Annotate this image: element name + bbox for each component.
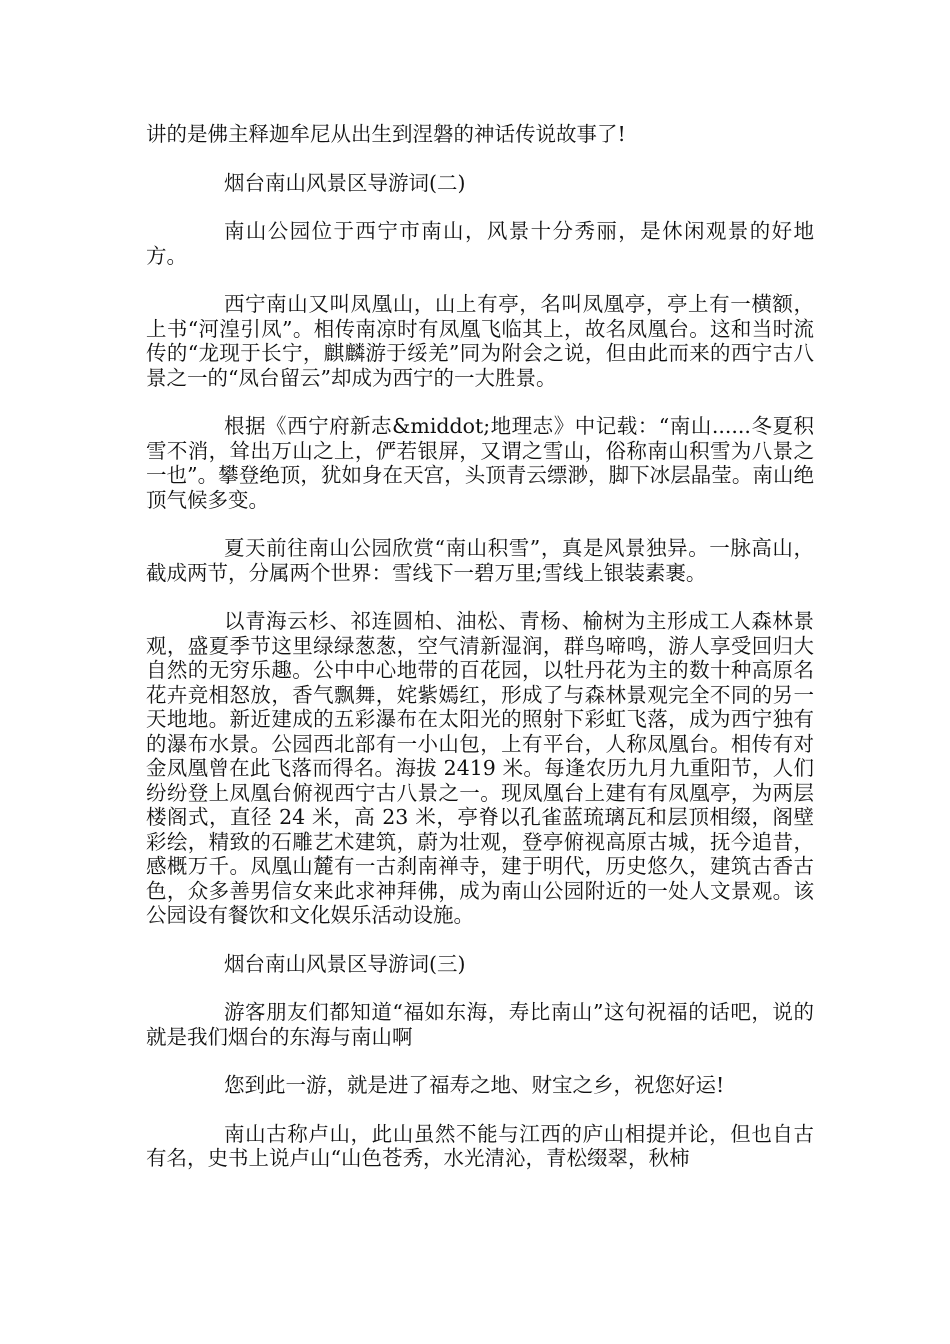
paragraph: 根据《西宁府新志&middot;地理志》中记载：“南山......冬夏积雪不消，耸出万山之上，俨若银屏，又谓之雪山，俗称南山积雪为八景之一也”。攀登绝顶，犹如身在天宫，头顶青云缥渺，脚下冰层晶莹。南山绝顶气候多变。 <box>146 414 814 512</box>
paragraph: 以青海云杉、祁连圆柏、油松、青杨、榆树为主形成工人森林景观，盛夏季节这里绿绿葱葱，空气清新湿润，群鸟啼鸣，游人享受回归大自然的无穷乐趣。公中中心地带的百花园，以牡丹花为主的数十种高原名花卉竞相怒放，香气飘舞，姹紫嫣红，形成了与森林景观完全不同的另一天地地。新近建成的五彩瀑布在太阳光的照射下彩虹飞落，成为西宁独有的瀑布水景。公园西北部有一小山包，上有平台，人称凤凰台。相传有对金凤凰曾在此飞落而得名。海拔 2419 米。每逢农历九月九重阳节，人们纷纷登上凤凰台俯视西宁古八景之一。现凤凰台上建有有凤凰亭，为两层楼阁式，直径 24 米，高 23 米，亭脊以孔雀蓝琉璃瓦和层顶相缀，阁壁彩绘，精致的石雕艺术建筑，蔚为壮观，登亭俯视高原古城，抚今追昔，感概万千。凤凰山麓有一古刹南禅寺，建于明代，历史悠久，建筑古香古色，众多善男信女来此求神拜佛，成为南山公园附近的一处人文景观。该公园设有餐饮和文化娱乐活动设施。 <box>146 609 814 927</box>
paragraph-continuation: 讲的是佛主释迦牟尼从出生到涅磐的神话传说故事了! <box>146 122 626 146</box>
paragraph: 夏天前往南山公园欣赏“南山积雪”，真是风景独异。一脉高山，截成两节，分属两个世界：雪线下一碧万里;雪线上银装素裹。 <box>146 536 814 585</box>
paragraph: 西宁南山又叫凤凰山，山上有亭，名叫凤凰亭，亭上有一横额，上书“河湟引凤”。相传南凉时有凤凰飞临其上，故名凤凰台。这和当时流传的“龙现于长宁，麒麟游于绥羌”同为附会之说，但由此而来的西宁古八景之一的“凤台留云”却成为西宁的一大胜景。 <box>146 292 814 390</box>
paragraph: 南山公园位于西宁市南山，风景十分秀丽，是休闲观景的好地方。 <box>146 219 814 268</box>
paragraph: 南山古称卢山，此山虽然不能与江西的庐山相提并论，但也自古有名，史书上说卢山“山色苍秀，水光清沁，青松缀翠，秋柿 <box>146 1121 814 1170</box>
section-heading-3: 烟台南山风景区导游词(三) <box>224 951 466 976</box>
paragraph: 游客朋友们都知道“福如东海，寿比南山”这句祝福的话吧，说的就是我们烟台的东海与南山啊 <box>146 1000 814 1049</box>
section-heading-2: 烟台南山风景区导游词(二) <box>224 170 466 195</box>
paragraph: 您到此一游，就是进了福寿之地、财宝之乡，祝您好运! <box>224 1073 725 1097</box>
document-body <box>146 122 814 1195</box>
